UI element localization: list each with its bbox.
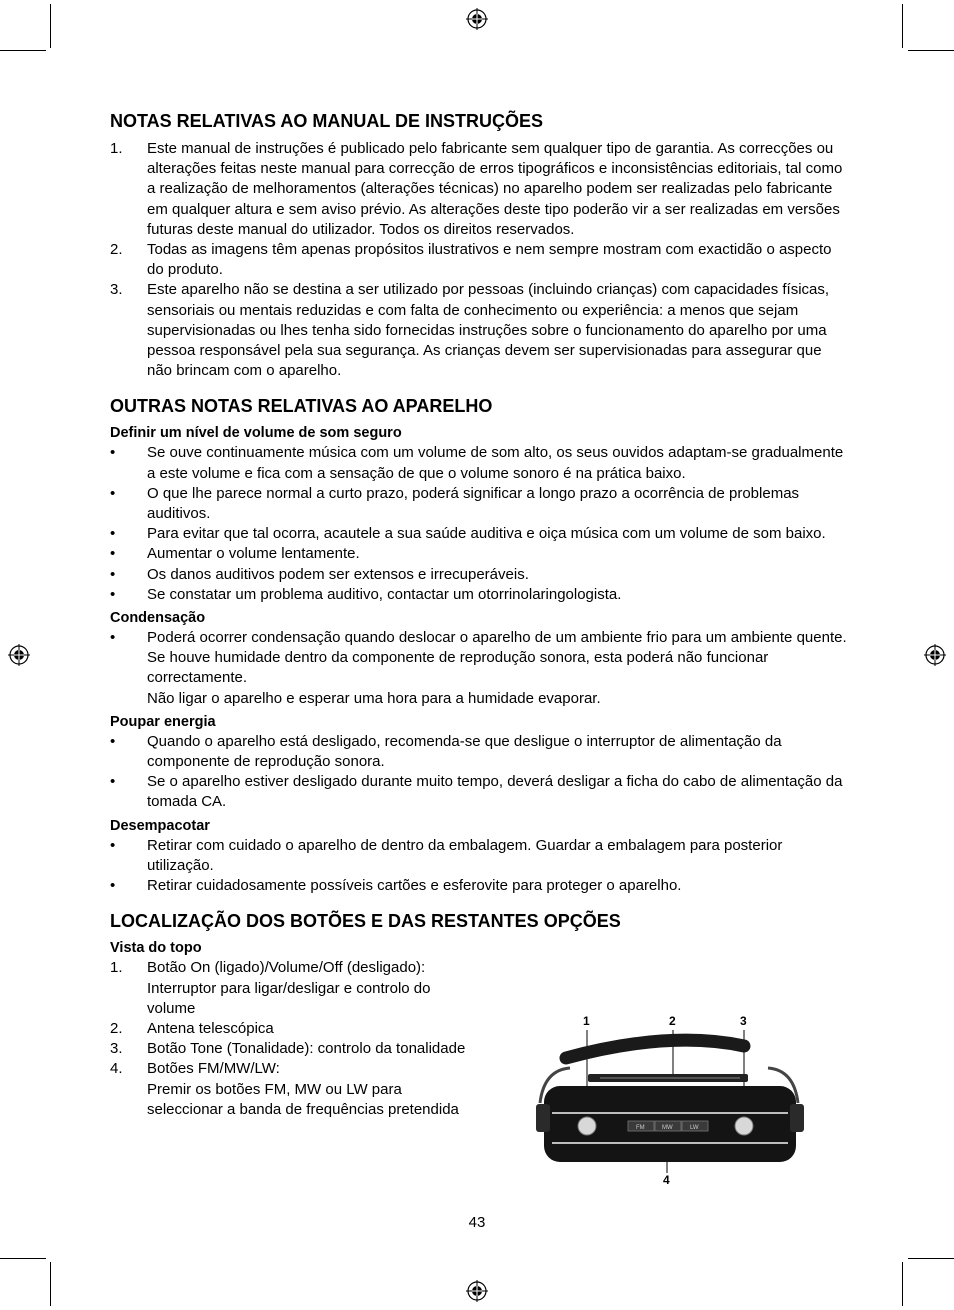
list-item-text: Este manual de instruções é publicado pelo fabricante sem qualquer tipo de garantia. As correcções ou alterações feitas neste manual para correcção de erros tipográficos e inconsistências editoriais, tal como a realização de melhoramentos (alterações técnicas) no aparelho podem ser realizadas pelo fabricante em qualquer altura e sem aviso prévio. As alterações deste tipo poderão vir a ser realizadas em versões futuras deste manual do utilizador. Todos os direitos reservados.	[147, 140, 843, 238]
subsection-heading: Poupar energia	[110, 713, 216, 730]
bullet: •	[110, 525, 116, 543]
callout-label: 1	[583, 1014, 590, 1028]
callout-label: 4	[663, 1173, 670, 1187]
list-item-text: Retirar com cuidado o aparelho de dentro da embalagem. Guardar a embalagem para posterior utilização.	[147, 836, 783, 874]
list-item-text: Premir os botões FM, MW ou LW para seleccionar a banda de frequências pretendida	[147, 1080, 459, 1118]
band-button-label: MW	[662, 1125, 673, 1131]
bullet: •	[110, 565, 116, 583]
list-item-text: Poderá ocorrer condensação quando deslocar o aparelho de um ambiente frio para um ambiente quente. Se houve humidade dentro da componente de reprodução sonora, esta poderá não funcionar correctamente.	[147, 629, 847, 687]
subsection-heading: Condensação	[110, 610, 206, 627]
list-number: 3.	[110, 1040, 123, 1058]
list-item	[110, 732, 850, 772]
list-item	[110, 585, 850, 605]
bullet-list	[110, 628, 850, 709]
subsection-heading: Vista do topo	[110, 940, 202, 957]
list-item	[110, 524, 850, 544]
page-number: 43	[468, 1214, 486, 1231]
registration-mark-icon	[466, 1280, 488, 1302]
list-item-text: O que lhe parece normal a curto prazo, poderá significar a longo prazo a ocorrência de problemas auditivos.	[147, 484, 800, 523]
list-item	[110, 958, 480, 1019]
bullet: •	[110, 444, 116, 462]
list-item	[110, 1039, 480, 1059]
page-content	[110, 110, 850, 1120]
bullet: •	[110, 877, 116, 895]
list-item-text: Retirar cuidadosamente possíveis cartões e esferovite para proteger o aparelho.	[147, 877, 682, 895]
list-number: 1.	[110, 140, 123, 157]
list-item-text: Os danos auditivos podem ser extensos e irrecuperáveis.	[147, 565, 529, 583]
bullet-list	[110, 443, 850, 605]
bullet: •	[110, 484, 116, 502]
subsection-heading: Desempacotar	[110, 817, 210, 834]
list-item	[110, 876, 850, 896]
list-item-text: Botões FM/MW/LW:	[147, 1060, 280, 1078]
list-item-text: Se ouve continuamente música com um volume de som alto, os seus ouvidos adaptam-se gradualmente a este volume e fica com a sensação de que o volume sonoro é na prática baixo.	[147, 444, 844, 482]
subsection-heading: Definir um nível de volume de som seguro	[110, 425, 402, 442]
bullet: •	[110, 773, 116, 791]
registration-mark-icon	[466, 8, 488, 30]
bullet: •	[110, 585, 116, 603]
registration-mark-icon	[8, 644, 30, 666]
list-item	[110, 836, 850, 876]
list-item	[110, 443, 850, 483]
list-item-text: Este aparelho não se destina a ser utilizado por pessoas (incluindo crianças) com capacidades físicas, sensoriais ou mentais reduzidas e com falta de conhecimento ou experiência: a menos que sejam supervisionadas ou lhes tenha sido fornecidas instruções sobre o funcionamento do aparelho por uma pessoa responsável pela sua segurança. As crianças devem ser supervisionadas para assegurar que não brincam com o aparelho.	[147, 281, 830, 380]
numbered-list	[110, 139, 850, 381]
crop-mark	[908, 50, 954, 51]
list-item	[110, 628, 850, 709]
crop-mark	[902, 4, 903, 48]
registration-mark-icon	[924, 644, 946, 666]
section-title: OUTRAS NOTAS RELATIVAS AO APARELHO	[110, 396, 493, 417]
list-item	[110, 484, 850, 524]
list-item-text: Antena telescópica	[147, 1019, 274, 1037]
crop-mark	[0, 50, 46, 51]
list-item-text: Se o aparelho estiver desligado durante muito tempo, deverá desligar a ficha do cabo de alimentação da tomada CA.	[147, 773, 843, 811]
bullet: •	[110, 836, 116, 854]
section-title: LOCALIZAÇÃO DOS BOTÕES E DAS RESTANTES OPÇÕES	[110, 911, 621, 932]
list-item-text: Quando o aparelho está desligado, recomenda-se que desligue o interruptor de alimentação da componente de reprodução sonora.	[147, 732, 782, 771]
list-item	[110, 772, 850, 812]
list-number: 3.	[110, 281, 123, 299]
radio-top-view-figure	[530, 1008, 810, 1193]
bullet: •	[110, 545, 116, 563]
list-item	[110, 565, 850, 585]
crop-mark	[0, 1258, 46, 1259]
list-item-text: Botão Tone (Tonalidade): controlo da tonalidade	[147, 1040, 466, 1058]
band-button-label: LW	[690, 1125, 699, 1131]
list-item	[110, 139, 850, 240]
list-number: 1.	[110, 959, 123, 977]
list-item	[110, 280, 850, 381]
numbered-list	[110, 958, 480, 1120]
bullet: •	[110, 732, 116, 750]
list-number: 4.	[110, 1060, 123, 1078]
list-number: 2.	[110, 241, 123, 259]
crop-mark	[50, 1262, 51, 1306]
list-item-text: Botão On (ligado)/Volume/Off (desligado): Interruptor para ligar/desligar e controlo do volume	[147, 959, 431, 1017]
bullet-list	[110, 732, 850, 813]
crop-mark	[50, 4, 51, 48]
list-item	[110, 544, 850, 564]
section-title: NOTAS RELATIVAS AO MANUAL DE INSTRUÇÕES	[110, 111, 544, 131]
list-item	[110, 1019, 480, 1039]
crop-mark	[908, 1258, 954, 1259]
list-item-continuation	[110, 1080, 480, 1120]
band-button-label: FM	[636, 1125, 645, 1131]
callout-label: 2	[669, 1014, 676, 1028]
bullet: •	[110, 629, 116, 647]
callout-label: 3	[740, 1014, 747, 1028]
list-item-text: Não ligar o aparelho e esperar uma hora para a humidade evaporar.	[147, 689, 601, 707]
crop-mark	[902, 1262, 903, 1306]
list-item-text: Para evitar que tal ocorra, acautele a sua saúde auditiva e oiça música com um volume de som baixo.	[147, 525, 826, 543]
list-item-text: Se constatar um problema auditivo, contactar um otorrinolaringologista.	[147, 585, 622, 603]
list-item-text: Todas as imagens têm apenas propósitos ilustrativos e nem sempre mostram com exactidão o aspecto do produto.	[147, 241, 832, 279]
list-item-text: Aumentar o volume lentamente.	[147, 545, 360, 563]
bullet-list	[110, 836, 850, 897]
list-item	[110, 240, 850, 280]
list-item	[110, 1059, 480, 1079]
list-number: 2.	[110, 1019, 123, 1037]
